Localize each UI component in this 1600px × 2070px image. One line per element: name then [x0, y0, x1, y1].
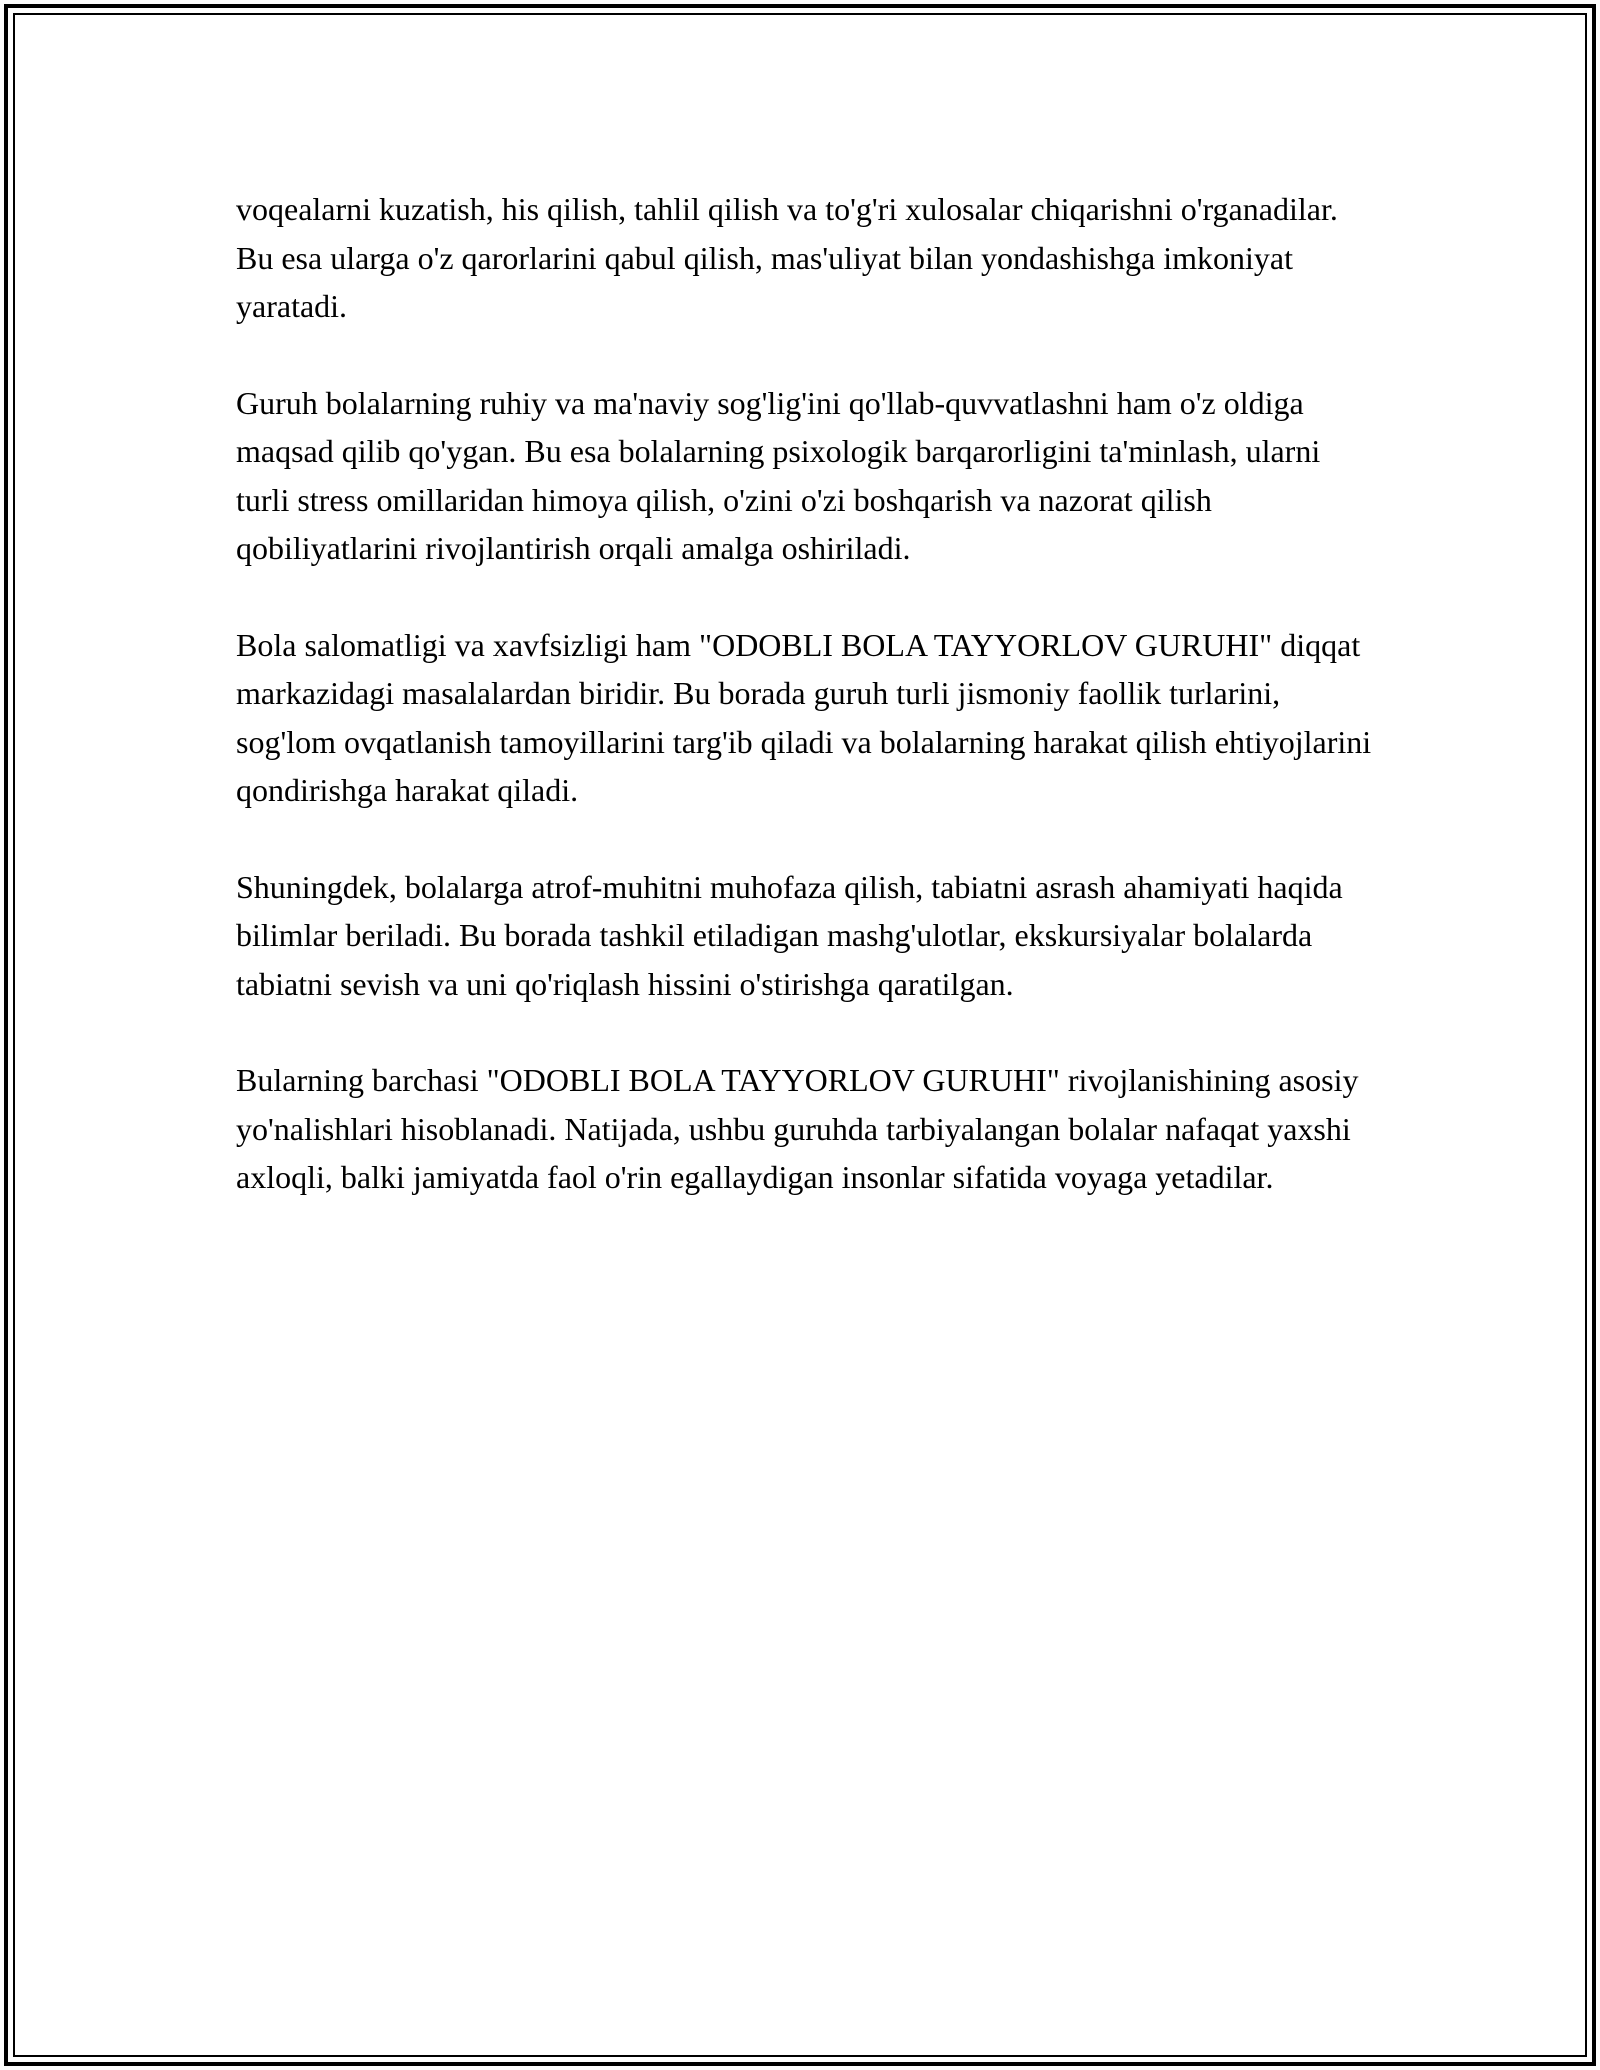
- paragraph: Bularning barchasi "ODOBLI BOLA TAYYORLOV GURUHI" rivojlanishining asosiy yo'nalishlari hisoblanadi. Natijada, ushbu guruhda tarbiyalangan bolalar nafaqat yaxshi axloqli, balki jamiyatda faol o'rin egallaydigan insonlar sifatida voyaga yetadilar.: [236, 1062, 1359, 1195]
- paragraph: Bola salomatligi va xavfsizligi ham "ODOBLI BOLA TAYYORLOV GURUHI" diqqat markazidagi masalalardan biridir. Bu borada guruh turli jismoniy faollik turlarini, sog'lom ovqatlanish tamoyillarini targ'ib qiladi va bolalarning harakat qilish ehtiyojlarini qondirishga harakat qiladi.: [236, 626, 1372, 808]
- paragraph: Shuningdek, bolalarga atrof-muhitni muhofaza qilish, tabiatni asrash ahamiyati haqida bilimlar beriladi. Bu borada tashkil etiladigan mashg'ulotlar, ekskursiyalar bolalarda tabiatni sevish va uni qo'riqlash hissini o'stirishga qaratilgan.: [236, 868, 1343, 1002]
- paragraph: voqealarni kuzatish, his qilish, tahlil qilish va to'g'ri xulosalar chiqarishni o'rganadilar. Bu esa ularga o'z qarorlarini qabul qilish, mas'uliyat bilan yondashishga imkoniyat yaratadi.: [236, 191, 1338, 324]
- paragraph: Guruh bolalarning ruhiy va ma'naviy sog'lig'ini qo'llab-quvvatlashni ham o'z oldiga maqsad qilib qo'ygan. Bu esa bolalarning psixologik barqarorligini ta'minlash, ularni turli stress omillaridan himoya qilish, o'zini o'zi boshqarish va nazorat qilish qobiliyatlarini rivojlantirish orqali amalga oshiriladi.: [236, 384, 1321, 566]
- document-body: [236, 185, 1376, 1250]
